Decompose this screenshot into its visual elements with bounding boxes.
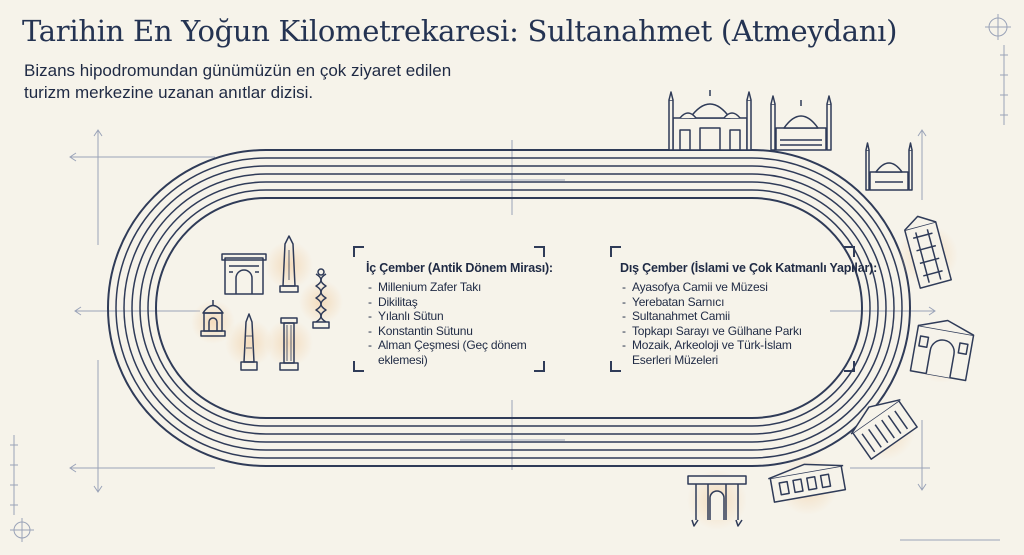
outer-circle-heading: Dış Çember (İslami ve Çok Katmanlı Yapılar): [620,261,878,275]
list-item: - Sultanahmet Camii [620,309,855,324]
list-item: - Topkapı Sarayı ve Gülhane Parkı [620,324,855,339]
outer-circle-list [620,280,855,368]
triumphal-arch-icon [222,254,266,294]
colonnade-building-icon [687,470,747,530]
hagia-sophia-icon [669,90,751,150]
long-museum-icon [765,449,850,521]
list-item: - Konstantin Sütunu [366,324,545,339]
list-item: - Mozaik, Arkeoloji ve Türk-İslam [620,338,855,353]
inner-circle-panel [353,246,553,372]
classical-column-icon [265,318,313,370]
arched-gateway-icon [907,315,977,387]
museum-building-icon [843,388,927,472]
small-mosque-icon [866,143,912,190]
list-item: - Alman Çeşmesi (Geç dönem [366,338,545,353]
inner-circle-heading: İç Çember (Antik Dönem Mirası): [366,261,553,275]
list-item: - Yılanlı Sütun [366,309,545,324]
obelisk-icon [265,236,313,292]
outer-circle-panel [610,246,878,372]
blue-mosque-icon [771,96,831,150]
compass-mark-top-right [985,14,1011,40]
page-title: Tarihin En Yoğun Kilometrekaresi: Sultanahmet (Atmeydanı) [22,14,898,48]
compass-mark-bottom-left [10,518,34,542]
palace-gate-icon [889,209,965,292]
subtitle-line-1: Bizans hipodromundan günümüzün en çok ziyaret edilen [24,61,452,80]
subtitle-line-2: turizm merkezine uzanan anıtlar dizisi. [24,83,314,102]
list-item-continuation: eklemesi) [378,352,428,367]
list-item-continuation: Eserleri Müzeleri [632,352,718,367]
inner-circle-list [366,280,545,368]
list-item: - Yerebatan Sarnıcı [620,295,855,310]
list-item: - Millenium Zafer Takı [366,280,545,295]
list-item: - Dikilitaş [366,295,545,310]
list-item: - Ayasofya Camii ve Müzesi [620,280,855,295]
